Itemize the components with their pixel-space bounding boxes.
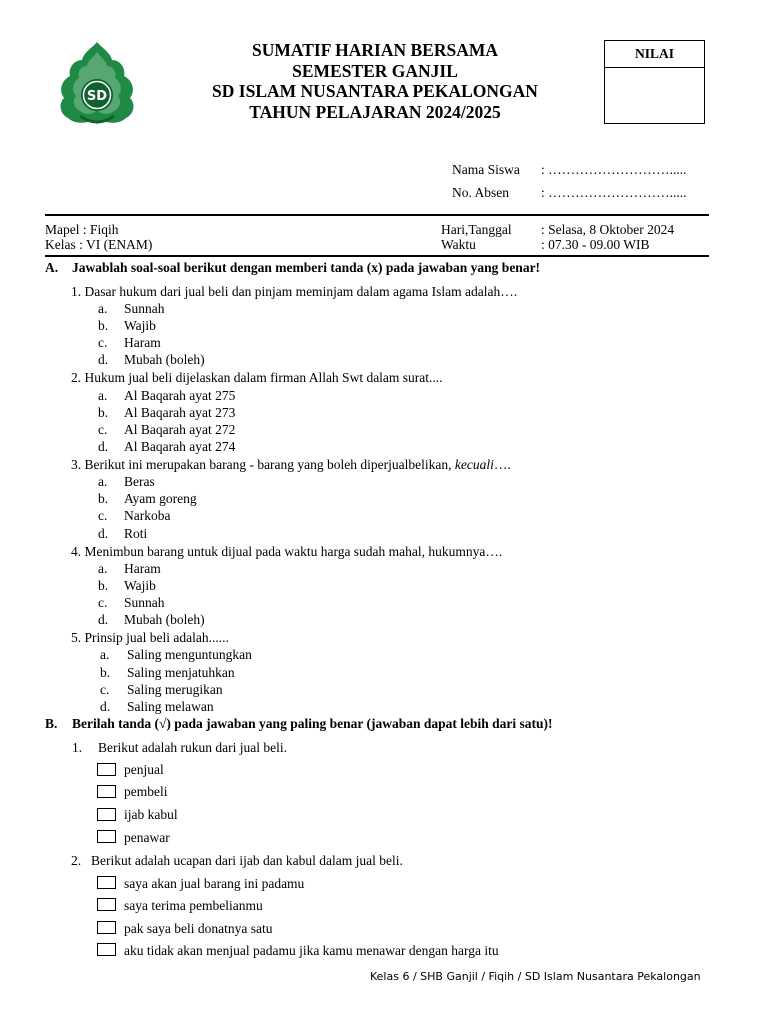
question-a5: 5. Prinsip jual beli adalah......: [71, 630, 229, 645]
option-a5-b[interactable]: Saling menjatuhkan: [127, 665, 235, 680]
option-a1-d[interactable]: Mubah (boleh): [124, 352, 205, 367]
divider-top: [45, 214, 709, 216]
option-a4-c[interactable]: Sunnah: [124, 595, 165, 610]
checkbox[interactable]: [97, 785, 116, 798]
option-b1-2: pembeli: [124, 784, 168, 799]
mapel-info: Mapel : Fiqih: [45, 222, 119, 237]
header-line-1: SUMATIF HARIAN BERSAMA: [252, 40, 498, 60]
question-a3: [71, 456, 511, 473]
score-label: NILAI: [605, 41, 704, 68]
option-letter: a.: [98, 474, 108, 489]
option-b2-1: saya akan jual barang ini padamu: [124, 876, 305, 891]
kelas-info: Kelas : VI (ENAM): [45, 237, 153, 252]
checkbox[interactable]: [97, 763, 116, 776]
option-letter: b.: [98, 405, 109, 420]
option-letter: d.: [100, 699, 111, 714]
checkbox[interactable]: [97, 943, 116, 956]
option-letter: c.: [98, 508, 108, 523]
checkbox[interactable]: [97, 921, 116, 934]
header-line-2: SEMESTER GANJIL: [292, 60, 458, 81]
option-a4-a[interactable]: Haram: [124, 561, 161, 576]
score-box[interactable]: [604, 40, 705, 124]
option-letter: a.: [98, 388, 108, 403]
option-letter: d.: [98, 352, 109, 367]
option-a4-b[interactable]: Wajib: [124, 578, 156, 593]
option-a2-d[interactable]: Al Baqarah ayat 274: [124, 439, 236, 454]
option-a3-c[interactable]: Narkoba: [124, 508, 171, 523]
question-a3-text: 3. Berikut ini merupakan barang - barang yang boleh diperjualbelikan,: [71, 457, 455, 472]
checkbox[interactable]: [97, 898, 116, 911]
option-a2-b[interactable]: Al Baqarah ayat 273: [124, 405, 236, 420]
hari-value: : Selasa, 8 Oktober 2024: [541, 222, 675, 237]
option-b2-3: pak saya beli donatnya satu: [124, 921, 273, 936]
option-letter: a.: [98, 561, 108, 576]
question-a1: 1. Dasar hukum dari jual beli dan pinjam meminjam dalam agama Islam adalah….: [71, 284, 518, 299]
option-letter: d.: [98, 612, 109, 627]
option-letter: b.: [98, 318, 109, 333]
logo-text: SD: [86, 89, 108, 104]
checkbox[interactable]: [97, 808, 116, 821]
option-letter: d.: [98, 439, 109, 454]
question-a4: 4. Menimbun barang untuk dijual pada waktu harga sudah mahal, hukumnya….: [71, 544, 503, 559]
option-letter: d.: [98, 526, 109, 541]
document-header: [160, 40, 590, 122]
option-b1-1: penjual: [124, 762, 164, 777]
option-letter: a.: [98, 301, 108, 316]
waktu-label: Waktu: [441, 237, 476, 252]
school-logo: [50, 38, 144, 126]
option-a2-a[interactable]: Al Baqarah ayat 275: [124, 388, 236, 403]
option-a3-d[interactable]: Roti: [124, 526, 148, 541]
option-b1-4: penawar: [124, 830, 170, 845]
page-footer: Kelas 6 / SHB Ganjil / Fiqih / SD Islam Nusantara Pekalongan: [370, 970, 701, 983]
option-a1-c[interactable]: Haram: [124, 335, 161, 350]
waktu-value: : 07.30 - 09.00 WIB: [541, 237, 650, 252]
question-a3-emphasis: kecuali: [454, 457, 494, 472]
option-letter: c.: [100, 682, 110, 697]
question-b1-number: 1.: [72, 740, 83, 755]
absen-field[interactable]: : ……………………….....: [541, 185, 687, 200]
hari-label: Hari,Tanggal: [441, 222, 512, 237]
option-letter: b.: [98, 578, 109, 593]
section-a-instruction: Jawablah soal-soal berikut dengan memberi tanda (x) pada jawaban yang benar!: [72, 260, 541, 275]
option-a1-b[interactable]: Wajib: [124, 318, 156, 333]
question-b1: Berikut adalah rukun dari jual beli.: [98, 740, 287, 755]
checkbox[interactable]: [97, 876, 116, 889]
option-letter: b.: [100, 665, 111, 680]
option-a5-a[interactable]: Saling menguntungkan: [127, 647, 252, 662]
option-b2-4: aku tidak akan menjual padamu jika kamu menawar dengan harga itu: [124, 943, 499, 958]
option-letter: c.: [98, 422, 108, 437]
option-b2-2: saya terima pembelianmu: [124, 898, 263, 913]
section-b-marker: B.: [45, 716, 58, 731]
header-line-4: TAHUN PELAJARAN 2024/2025: [249, 101, 501, 122]
question-b2: Berikut adalah ucapan dari ijab dan kabul dalam jual beli.: [91, 853, 403, 868]
option-letter: c.: [98, 595, 108, 610]
checkbox[interactable]: [97, 830, 116, 843]
option-letter: b.: [98, 491, 109, 506]
header-line-3: SD ISLAM NUSANTARA PEKALONGAN: [212, 81, 538, 101]
option-a1-a[interactable]: Sunnah: [124, 301, 165, 316]
student-name-field[interactable]: : ……………………….....: [541, 162, 687, 177]
option-a3-a[interactable]: Beras: [124, 474, 155, 489]
question-b2-number: 2.: [71, 853, 82, 868]
option-a2-c[interactable]: Al Baqarah ayat 272: [124, 422, 236, 437]
divider-bottom: [45, 255, 709, 257]
absen-label: No. Absen: [452, 185, 509, 200]
option-letter: c.: [98, 335, 108, 350]
option-a4-d[interactable]: Mubah (boleh): [124, 612, 205, 627]
option-a5-d[interactable]: Saling melawan: [127, 699, 214, 714]
option-a5-c[interactable]: Saling merugikan: [127, 682, 223, 697]
option-letter: a.: [100, 647, 110, 662]
section-a-marker: A.: [45, 260, 59, 275]
option-a3-b[interactable]: Ayam goreng: [124, 491, 197, 506]
question-a3-end: ….: [493, 457, 511, 472]
question-a2: 2. Hukum jual beli dijelaskan dalam firman Allah Swt dalam surat....: [71, 370, 443, 385]
student-name-label: Nama Siswa: [452, 162, 520, 177]
section-b-instruction: Berilah tanda (√) pada jawaban yang paling benar (jawaban dapat lebih dari satu)!: [72, 716, 553, 731]
option-b1-3: ijab kabul: [124, 807, 178, 822]
